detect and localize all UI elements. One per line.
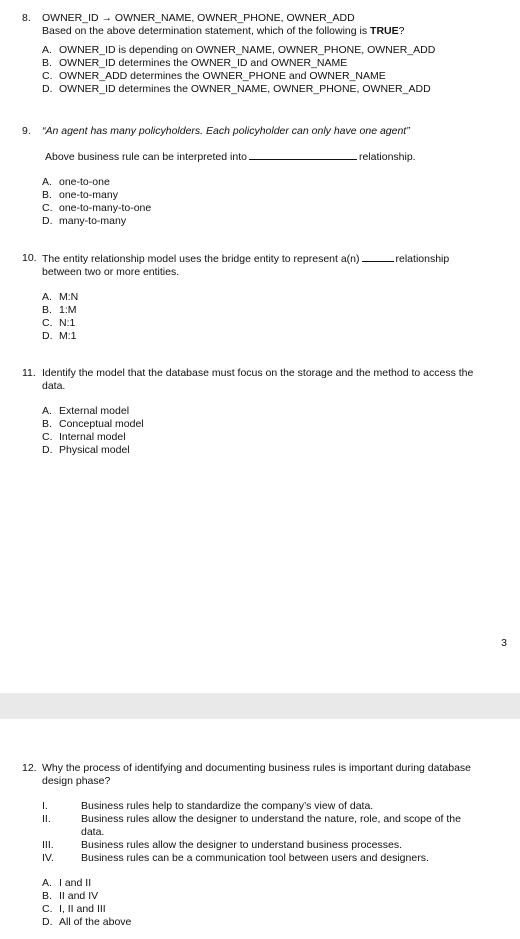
option-d: D. M:1: [42, 330, 77, 342]
question-9: [22, 125, 500, 228]
option-d: D. All of the above: [42, 916, 132, 928]
question-number: 10.: [22, 252, 37, 264]
answer-blank: [249, 150, 357, 160]
option-b: B. one-to-many: [42, 189, 118, 201]
page-number: 3: [501, 637, 507, 649]
options-list: [22, 176, 500, 228]
question-8: [22, 12, 500, 96]
option-c: C. one-to-many-to-one: [42, 202, 152, 214]
question-text: OWNER_ID → OWNER_NAME, OWNER_PHONE, OWNER_ADD: [42, 12, 355, 24]
statement-iii: III. Business rules allow the designer to understand business processes.: [42, 839, 403, 851]
option-a: A. External model: [42, 405, 130, 417]
question-number: 11.: [22, 367, 36, 379]
question-text: Identify the model that the database must focus on the storage and the method to access the: [42, 367, 474, 379]
option-b: B. OWNER_ID determines the OWNER_ID and OWNER_NAME: [42, 57, 348, 69]
answer-blank: [362, 252, 394, 262]
options-list: [22, 291, 500, 343]
option-c: C. Internal model: [42, 431, 126, 443]
question-text: Why the process of identifying and documenting business rules is important during database: [42, 762, 471, 774]
statement-iv: IV. Business rules can be a communication tool between users and designers.: [42, 852, 429, 864]
option-d: D. many-to-many: [42, 215, 127, 227]
question-number: 8.: [22, 12, 31, 24]
options-list: [22, 877, 500, 929]
question-10: [22, 252, 500, 343]
option-b: B. 1:M: [42, 304, 77, 316]
option-b: B. II and IV: [42, 890, 99, 902]
statement-ii-continued: data.: [81, 826, 105, 838]
option-d: D. OWNER_ID determines the OWNER_NAME, OWNER_PHONE, OWNER_ADD: [42, 83, 431, 95]
option-c: C. OWNER_ADD determines the OWNER_PHONE and OWNER_NAME: [42, 70, 386, 82]
option-d: D. Physical model: [42, 444, 130, 456]
question-statement: Above business rule can be interpreted into relationship.: [45, 151, 416, 163]
option-c: C. I, II and III: [42, 903, 106, 915]
question-subtext: data.: [42, 380, 66, 392]
options-list: [22, 405, 500, 457]
page-2: [0, 719, 520, 939]
question-number: 9.: [22, 125, 31, 137]
question-12: [22, 762, 500, 929]
question-number: 12.: [22, 762, 37, 774]
question-quote: “An agent has many policyholders. Each policyholder can only have one agent”: [42, 125, 410, 137]
option-c: C. N:1: [42, 317, 76, 329]
statement-ii: II. Business rules allow the designer to understand the nature, role, and scope of the: [42, 813, 461, 825]
option-a: A. I and II: [42, 877, 92, 889]
question-11: [22, 367, 500, 457]
page-separator: [0, 693, 520, 719]
question-subtext: between two or more entities.: [42, 266, 180, 278]
option-a: A. one-to-one: [42, 176, 110, 188]
question-subtext: design phase?: [42, 775, 111, 787]
question-subtext: Based on the above determination statement, which of the following is TRUE?: [42, 25, 405, 37]
option-b: B. Conceptual model: [42, 418, 144, 430]
options-list: [22, 44, 500, 96]
statement-i: I. Business rules help to standardize the company’s view of data.: [42, 800, 374, 812]
option-a: A. M:N: [42, 291, 79, 303]
statements-list: [22, 800, 500, 865]
option-a: A. OWNER_ID is depending on OWNER_NAME, OWNER_PHONE, OWNER_ADD: [42, 44, 436, 56]
question-text: The entity relationship model uses the bridge entity to represent a(n) relationship: [42, 253, 450, 265]
